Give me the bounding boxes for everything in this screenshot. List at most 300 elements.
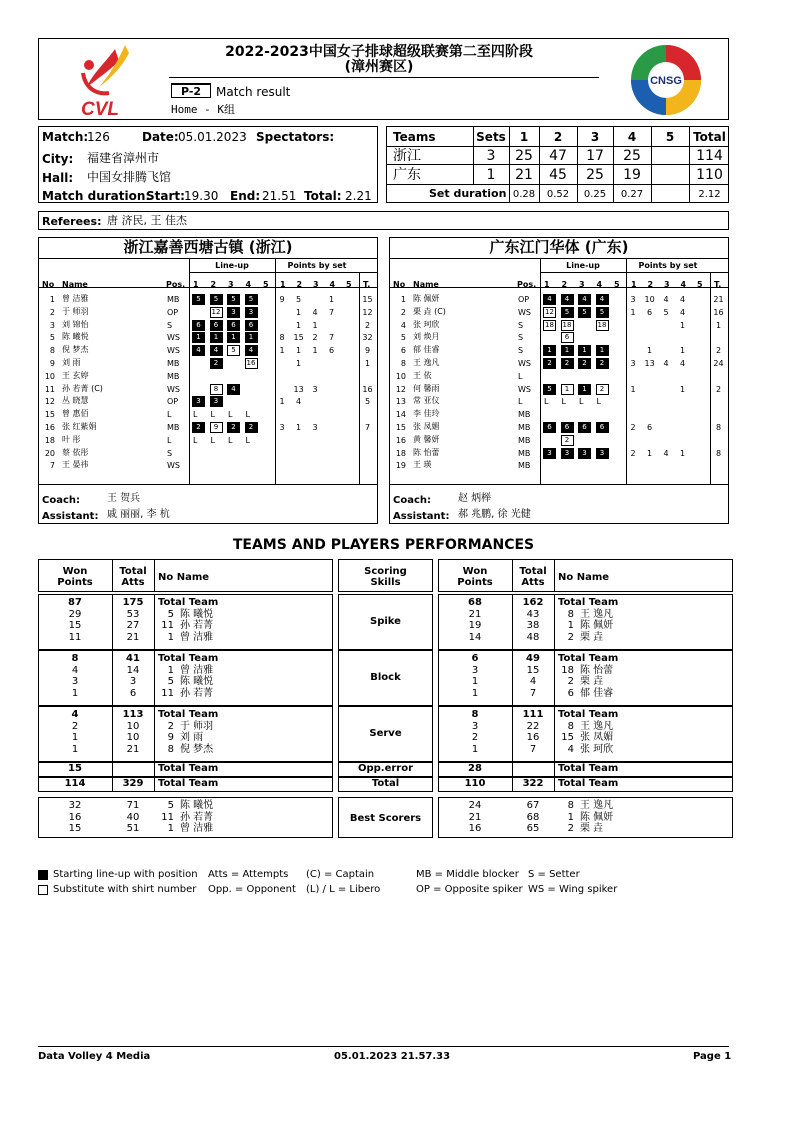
starting-position: 5	[245, 294, 258, 305]
cvl-logo	[75, 43, 141, 119]
player-number: 1	[567, 620, 574, 631]
player-name: 李 佳玲	[413, 409, 440, 419]
total-away-atts: 322	[522, 778, 544, 789]
scoring-skills-header: Scoring Skills	[364, 566, 407, 588]
player-number: 2	[567, 631, 574, 643]
starting-position: 3	[245, 307, 258, 318]
player-position: OP	[518, 295, 530, 304]
no-name-header: No Name	[158, 572, 210, 583]
score-cell: 114	[696, 148, 723, 164]
player-name: 王 逸凡	[580, 800, 614, 811]
total-home-name: Total Team	[158, 778, 219, 789]
away-best-scorers	[438, 797, 733, 838]
set-points: 6	[646, 423, 653, 432]
player-name: Total Team	[558, 653, 619, 664]
score-cell: 19	[623, 167, 641, 183]
starting-position: 5	[543, 384, 556, 395]
player-name: 刘 焕月	[413, 332, 440, 342]
set-points: 4	[663, 359, 669, 368]
player-position: WS	[167, 384, 180, 394]
player-name: 陈 怡蕾	[580, 664, 614, 676]
score-team-name: 广东	[393, 167, 421, 183]
col-total: T.	[714, 280, 722, 289]
set-points: 13	[644, 359, 655, 368]
total-atts: 4	[529, 676, 537, 687]
set-points: 9	[279, 295, 285, 304]
player-number: 6	[567, 687, 574, 699]
player-number: 7	[49, 461, 55, 471]
referee-names: 唐 济民, 王 佳杰	[107, 214, 187, 227]
starting-position: 2	[245, 422, 258, 433]
score-cell: 45	[549, 167, 567, 183]
player-row	[39, 384, 377, 396]
points-set-col: 3	[313, 280, 319, 289]
player-number: 11	[161, 811, 174, 823]
starting-position: 6	[245, 320, 258, 331]
footer-page: Page 1	[693, 1051, 732, 1062]
player-position: WS	[518, 384, 531, 394]
player-number: 1	[167, 631, 174, 643]
starting-position: 1	[596, 345, 609, 356]
score-header-cell: 1	[519, 130, 529, 144]
lineup-set-col: 2	[561, 280, 568, 289]
player-position: WS	[167, 461, 180, 471]
player-number: 11	[161, 620, 174, 631]
lineup-set-col: 1	[544, 280, 550, 289]
player-row	[390, 320, 728, 332]
player-name: Total Team	[158, 653, 219, 664]
starting-position: 5	[210, 294, 223, 305]
report-subtitle-venue: (漳州赛区)	[344, 59, 414, 75]
player-row	[390, 409, 728, 421]
total-atts: 113	[122, 709, 144, 720]
points-set-col: 4	[680, 280, 687, 289]
opp-error-home: 15	[68, 763, 82, 774]
player-row	[39, 307, 377, 319]
player-total: 21	[713, 295, 724, 304]
starting-position: 4	[245, 345, 258, 356]
player-row	[390, 422, 728, 434]
player-row	[39, 294, 377, 306]
player-number: 5	[167, 800, 174, 811]
starting-position: 3	[543, 448, 556, 459]
player-name: 王 逸凡	[413, 358, 440, 367]
player-number: 1	[167, 664, 174, 676]
player-position: L	[167, 410, 172, 420]
player-row	[390, 384, 728, 396]
starting-position: 3	[192, 396, 205, 407]
won-points: 4	[71, 709, 79, 720]
won-points: 1	[71, 732, 79, 743]
total-atts: 27	[126, 620, 140, 631]
best-won: 16	[468, 823, 482, 834]
lineup-set-col: 2	[210, 280, 217, 289]
col-pos: Pos.	[517, 280, 537, 289]
set-points: 1	[295, 423, 302, 432]
total-atts-header: Total Atts	[119, 566, 147, 588]
away-team-roster	[389, 237, 729, 524]
set-points: 10	[644, 295, 655, 304]
player-number: 14	[395, 410, 406, 420]
starting-position: 2	[227, 422, 240, 433]
set-points: 2	[630, 448, 636, 458]
score-header-cell: Sets	[476, 130, 506, 144]
total-atts: 7	[529, 743, 537, 755]
won-points: 8	[471, 709, 479, 720]
starting-position: 1	[543, 345, 556, 356]
skill-name: Block	[370, 672, 401, 683]
player-number: 2	[167, 720, 174, 732]
starting-position: 6	[543, 422, 556, 433]
team-name: 浙江嘉善西塘古镇 (浙江)	[123, 238, 293, 256]
player-position: MB	[167, 295, 180, 304]
player-name: Total Team	[558, 709, 619, 720]
report-title: 2022-2023中国女子排球超级联赛第二至四阶段	[225, 44, 533, 60]
libero-mark: L	[544, 397, 549, 407]
set-points: 4	[312, 307, 318, 317]
set-points: 1	[279, 346, 285, 356]
player-name: 曾 洁雅	[180, 823, 214, 834]
score-header-cell: 4	[627, 130, 637, 144]
player-name: 曾 洁雅	[180, 664, 214, 676]
total-atts: 48	[526, 631, 540, 643]
no-name-header: No Name	[558, 572, 610, 583]
player-total: 8	[715, 448, 722, 458]
player-name: 陈 曦悦	[180, 676, 214, 687]
starting-position: 6	[561, 422, 574, 433]
substitute-number: 12	[210, 307, 223, 318]
home-team-roster	[38, 237, 378, 524]
player-position: S	[167, 320, 173, 330]
won-points: 68	[468, 597, 482, 608]
footer-divider	[38, 1046, 729, 1047]
total-atts: 7	[529, 687, 537, 699]
svg-text:CVL: CVL	[81, 99, 119, 119]
player-row	[390, 435, 728, 447]
won-points: 8	[71, 653, 79, 664]
lineup-set-col: 4	[596, 280, 603, 289]
libero-mark: L	[210, 435, 215, 445]
score-header-cell: 3	[590, 130, 600, 144]
player-total: 2	[715, 384, 722, 394]
set-duration-label: Set duration	[429, 187, 507, 200]
player-row	[390, 332, 728, 344]
starting-position: 2	[596, 358, 609, 369]
player-row	[39, 422, 377, 434]
player-name: Total Team	[558, 597, 619, 608]
home-perf-header	[38, 559, 333, 592]
player-total: 2	[364, 320, 371, 330]
won-points: 14	[468, 631, 482, 643]
player-row	[390, 358, 728, 370]
score-cell: 3	[486, 148, 496, 164]
player-name: 曾 洁雅	[180, 631, 214, 643]
player-number: 1	[167, 823, 174, 834]
substitute-number: 2	[596, 384, 609, 395]
starting-position: 5	[192, 294, 205, 305]
player-number: 5	[49, 333, 55, 343]
won-points: 87	[68, 597, 82, 608]
player-name: 黄 馨妍	[413, 434, 440, 444]
substitute-number: 18	[596, 320, 609, 331]
player-number: 16	[44, 423, 55, 432]
player-number: 2	[49, 307, 55, 317]
best-atts: 68	[526, 811, 540, 823]
player-name: 丛 晓慧	[62, 396, 89, 406]
starting-square-icon	[38, 870, 48, 880]
starting-position: 3	[596, 448, 609, 459]
player-number: 13	[395, 397, 406, 407]
starting-position: 1	[578, 345, 591, 356]
substitute-number: 12	[543, 307, 556, 318]
total-atts: 38	[526, 620, 540, 631]
set-points: 5	[663, 307, 669, 317]
player-row	[390, 460, 728, 472]
player-name: 陈 曦悦	[180, 608, 214, 620]
player-position: MB	[518, 423, 531, 432]
player-number: 15	[395, 423, 406, 432]
set-points: 6	[328, 346, 335, 356]
report-header	[38, 38, 729, 120]
player-name: 曾 惠佰	[62, 409, 89, 419]
player-name: 陈 怡蕾	[413, 447, 440, 457]
opp-error-away-name: Total Team	[558, 763, 619, 774]
match-city: 福建省漳州市	[87, 151, 160, 165]
skill-block	[338, 650, 433, 706]
won-points: 2	[71, 720, 79, 732]
skills-header	[338, 559, 433, 592]
home-group: Home - K组	[171, 103, 235, 116]
score-header-cell: Total	[693, 130, 726, 144]
referees: Referees: 唐 济民, 王 佳杰	[38, 211, 729, 230]
player-name: 栗 垚	[580, 676, 604, 687]
lineup-header: Line-up	[566, 261, 600, 270]
player-name: 倪 梦杰	[180, 743, 214, 755]
score-cell: 25	[623, 148, 641, 164]
set-points: 1	[295, 359, 302, 368]
match-start: 19.30	[184, 189, 219, 203]
assistant-label: Assistant:	[393, 511, 450, 522]
home-skill-block	[38, 706, 333, 762]
substitute-number: 16	[245, 358, 258, 369]
player-number: 11	[44, 384, 55, 394]
player-name: 张 凤媚	[580, 732, 614, 743]
score-table	[386, 126, 729, 203]
player-position: WS	[167, 333, 180, 343]
starting-position: 4	[578, 294, 591, 305]
set-points: 4	[663, 448, 669, 458]
player-number: 20	[44, 448, 55, 458]
home-skill-block	[38, 594, 333, 650]
won-points: 1	[71, 743, 79, 755]
set-duration-value: 0.27	[620, 189, 644, 200]
player-total: 15	[362, 295, 373, 304]
player-position: S	[518, 320, 524, 330]
total-atts: 10	[126, 732, 140, 743]
player-number: 15	[561, 732, 574, 743]
total-atts: 41	[126, 653, 140, 664]
starting-position: 6	[227, 320, 240, 331]
best-atts: 67	[526, 800, 540, 811]
starting-position: 1	[245, 332, 258, 343]
skill-name: Spike	[370, 616, 401, 627]
set-points: 7	[328, 307, 335, 317]
team-name: 广东江门华体 (广东)	[489, 238, 629, 256]
libero-mark: L	[228, 435, 233, 445]
starting-position: 3	[578, 448, 591, 459]
away-perf-header	[438, 559, 733, 592]
player-name: 曾 洁雅	[62, 294, 89, 303]
away-opp-error	[438, 762, 733, 777]
assistant-names: 戚 丽丽, 李 杭	[107, 509, 170, 520]
won-points: 19	[468, 620, 482, 631]
libero-mark: L	[245, 410, 250, 420]
player-name: 刘 雨	[180, 732, 204, 743]
player-number: 12	[395, 384, 406, 394]
player-name: 郁 佳睿	[413, 345, 440, 355]
player-row	[39, 332, 377, 344]
set-points: 1	[295, 346, 302, 356]
won-points: 3	[471, 720, 479, 732]
footer-timestamp: 05.01.2023 21.57.33	[334, 1051, 451, 1062]
lineup-set-col: 1	[193, 280, 199, 289]
col-no: No	[42, 280, 55, 289]
lineup-set-col: 5	[263, 280, 269, 289]
set-points: 3	[279, 423, 285, 432]
page-label: Match result	[216, 85, 291, 99]
points-set-col: 4	[329, 280, 336, 289]
set-points: 1	[279, 397, 285, 407]
player-name: 王 逸凡	[580, 608, 614, 620]
lineup-set-col: 3	[228, 280, 234, 289]
match-number: 126	[87, 130, 110, 144]
player-name: 孙 若菁	[180, 687, 214, 699]
set-points: 4	[679, 359, 686, 368]
libero-mark: L	[210, 410, 215, 420]
starting-position: 3	[210, 396, 223, 407]
score-cell: 25	[586, 167, 604, 183]
substitute-number: 8	[210, 384, 223, 395]
set-points: 1	[679, 320, 686, 330]
player-number: 1	[567, 811, 574, 823]
score-cell: 1	[486, 167, 496, 183]
substitute-square-icon	[38, 885, 48, 895]
cnsg-logo	[628, 42, 704, 118]
player-number: 10	[395, 371, 406, 381]
set-points: 15	[293, 333, 304, 343]
coach-label: Coach:	[42, 495, 81, 506]
set-points: 1	[328, 295, 335, 304]
libero-mark: L	[228, 410, 233, 420]
lineup-set-col: 4	[245, 280, 252, 289]
player-row	[39, 358, 377, 370]
won-points: 1	[71, 687, 79, 699]
best-atts: 65	[526, 823, 540, 834]
starting-position: 4	[210, 345, 223, 356]
player-name: 叶 彤	[62, 434, 81, 444]
coach-name: 赵 炳榉	[458, 493, 492, 504]
substitute-number: 1	[561, 384, 574, 395]
set-points: 2	[630, 423, 636, 432]
points-set-col: 2	[296, 280, 303, 289]
won-points-header: Won Points	[457, 566, 493, 588]
player-name: 张 珂欣	[580, 743, 614, 755]
player-row	[390, 307, 728, 319]
player-number: 8	[567, 608, 574, 620]
player-position: L	[518, 397, 523, 407]
best-won: 21	[468, 811, 482, 823]
substitute-number: 18	[543, 320, 556, 331]
player-total: 24	[713, 359, 724, 368]
set-points: 3	[312, 384, 318, 394]
libero-mark: L	[596, 397, 601, 407]
starting-position: 5	[227, 294, 240, 305]
total-atts: 111	[522, 709, 544, 720]
won-points: 21	[468, 608, 482, 620]
player-number: 5	[167, 676, 174, 687]
points-set-col: 1	[631, 280, 637, 289]
col-name: Name	[413, 280, 439, 289]
won-points: 3	[471, 664, 479, 676]
player-total: 1	[364, 359, 371, 368]
set-points: 1	[679, 448, 686, 458]
player-name: 刘 锦怡	[62, 319, 89, 329]
opp-error-away: 28	[468, 763, 482, 774]
starting-position: 3	[227, 307, 240, 318]
starting-position: 3	[561, 448, 574, 459]
opp-error-label: Opp.error	[357, 763, 414, 774]
substitute-number: 6	[561, 332, 574, 343]
player-number: 11	[161, 687, 174, 699]
player-total: 2	[715, 346, 722, 356]
total-atts: 162	[522, 597, 544, 608]
coach-name: 王 贺兵	[107, 493, 141, 504]
set-points: 1	[646, 346, 653, 356]
total-atts: 49	[526, 653, 540, 664]
skill-block	[338, 594, 433, 650]
score-cell: 21	[515, 167, 533, 183]
player-name: 常 亚仪	[413, 396, 440, 406]
footer-software: Data Volley 4 Media	[38, 1051, 151, 1062]
points-set-col: 2	[647, 280, 654, 289]
won-points: 6	[471, 653, 479, 664]
player-name: 张 珂欣	[413, 319, 440, 329]
player-name: 何 馨雨	[413, 383, 440, 393]
home-total	[38, 777, 333, 792]
player-name: 栗 垚	[580, 631, 604, 643]
player-number: 5	[400, 333, 406, 343]
starting-position: 6	[578, 422, 591, 433]
score-header-cell: 5	[665, 130, 675, 144]
best-atts: 51	[126, 823, 140, 834]
starting-position: 4	[543, 294, 556, 305]
player-position: S	[518, 346, 524, 356]
home-best-scorers	[38, 797, 333, 838]
won-points: 1	[471, 687, 479, 699]
player-number: 10	[44, 371, 55, 381]
player-position: WS	[518, 359, 531, 368]
lineup-set-col: 3	[579, 280, 585, 289]
won-points: 11	[68, 631, 82, 643]
substitute-number: 18	[561, 320, 574, 331]
coach-label: Coach:	[393, 495, 432, 506]
points-set-col: 3	[664, 280, 670, 289]
total-atts-header: Total Atts	[519, 566, 547, 588]
player-number: 8	[400, 359, 406, 368]
col-pos: Pos.	[166, 280, 186, 289]
player-number: 8	[567, 800, 574, 811]
starting-position: 6	[596, 422, 609, 433]
